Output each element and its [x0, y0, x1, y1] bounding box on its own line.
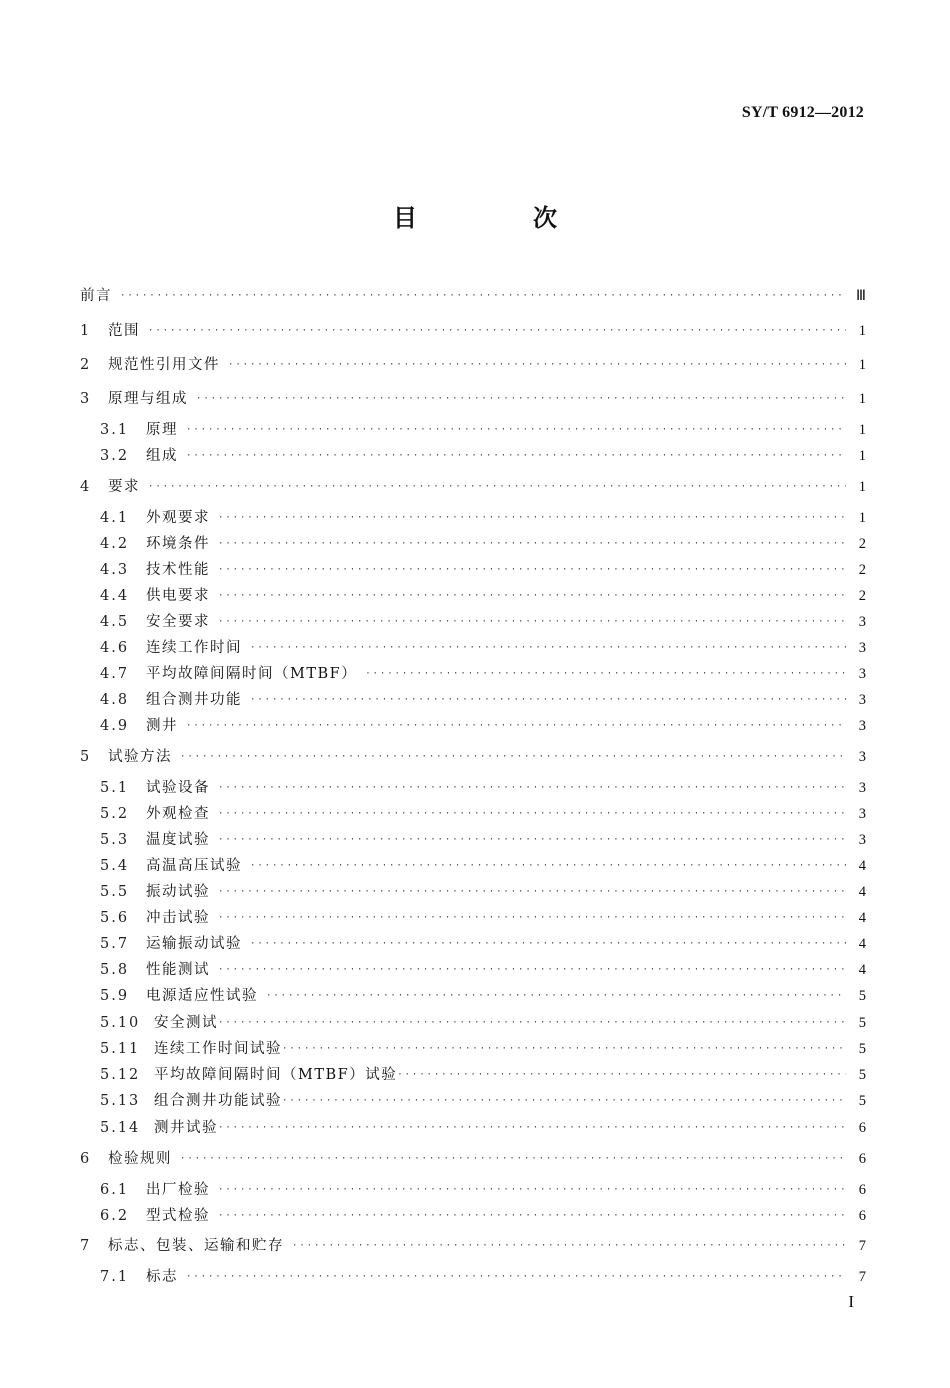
- toc-entry-title: 平均故障间隔时间（MTBF）试验: [154, 1067, 398, 1083]
- leader-dots: [218, 585, 846, 607]
- toc-entry-number: 6.1: [100, 1182, 130, 1198]
- toc-entry-number: 6.2: [100, 1208, 130, 1224]
- leader-dots: [218, 1205, 846, 1227]
- toc-entry[interactable]: [80, 354, 866, 376]
- toc-entry-page: 3: [858, 692, 866, 708]
- toc-entry-number: 1: [80, 323, 92, 339]
- toc-entry-number: 5.2: [100, 806, 130, 822]
- toc-entry-page: 3: [858, 832, 866, 848]
- leader-dots: [180, 1148, 846, 1170]
- toc-entry-title: 性能测试: [146, 962, 210, 978]
- toc-entry-number: 5.3: [100, 832, 130, 848]
- leader-dots: [228, 354, 846, 376]
- toc-entry-title: 温度试验: [146, 832, 210, 848]
- toc-entry-page: 4: [858, 936, 866, 952]
- toc-entry-title: 标志: [146, 1269, 178, 1285]
- toc-entry[interactable]: [100, 585, 866, 607]
- toc-entry[interactable]: [100, 663, 866, 685]
- leader-dots: [282, 1038, 846, 1060]
- leader-dots: [186, 1266, 846, 1288]
- toc-entry-page: 2: [858, 588, 866, 604]
- toc-entry-page: 5: [858, 1093, 866, 1109]
- leader-dots: [218, 1012, 846, 1034]
- toc-entry[interactable]: [100, 611, 866, 633]
- toc-entry-page: 1: [858, 391, 866, 407]
- toc-entry-title: 原理与组成: [108, 391, 188, 407]
- toc-entry-number: 4: [80, 479, 92, 495]
- toc-entry-page: 2: [858, 562, 866, 578]
- leader-dots: [250, 933, 846, 955]
- toc-entry-title: 前言: [80, 288, 112, 304]
- leader-dots: [186, 715, 846, 737]
- toc-entry-number: 5.9: [100, 988, 130, 1004]
- toc-entry-number: 5.8: [100, 962, 130, 978]
- leader-dots: [250, 855, 846, 877]
- toc-entry-page: 6: [858, 1151, 866, 1167]
- toc-entry-number: 3.2: [100, 448, 130, 464]
- toc-entry-page: 1: [858, 510, 866, 526]
- toc-entry-page: 3: [858, 666, 866, 682]
- toc-entry-title: 电源适应性试验: [146, 988, 258, 1004]
- standard-number: SY/T 6912—2012: [741, 104, 864, 121]
- toc-entry[interactable]: [80, 1148, 866, 1170]
- toc-entry-number: 5.4: [100, 858, 130, 874]
- toc-entry-number: 5.10: [100, 1015, 141, 1031]
- leader-dots: [218, 507, 846, 529]
- leader-dots: [266, 985, 846, 1007]
- leader-dots: [218, 881, 846, 903]
- leader-dots: [218, 777, 846, 799]
- toc-entry-number: 3.1: [100, 422, 130, 438]
- leader-dots: [292, 1235, 846, 1257]
- toc-entry-number: 4.9: [100, 718, 130, 734]
- toc-entry-title: 连续工作时间: [146, 640, 242, 656]
- toc-entry[interactable]: [100, 533, 866, 555]
- toc-entry[interactable]: [100, 715, 866, 737]
- toc-entry-page: 4: [858, 962, 866, 978]
- toc-entry[interactable]: [100, 1038, 866, 1060]
- toc-entry[interactable]: [100, 881, 866, 903]
- leader-dots: [218, 1179, 846, 1201]
- toc-entry[interactable]: [100, 777, 866, 799]
- toc-entry-title: 组成: [146, 448, 178, 464]
- toc-entry-number: 5.14: [100, 1120, 141, 1136]
- toc-entry-number: 4.3: [100, 562, 130, 578]
- leader-dots: [148, 320, 846, 342]
- toc-entry-title: 规范性引用文件: [108, 357, 220, 373]
- toc-entry-page: Ⅲ: [856, 288, 866, 304]
- toc-entry[interactable]: [100, 907, 866, 929]
- toc-entry-page: 1: [858, 448, 866, 464]
- toc-entry-number: 4.5: [100, 614, 130, 630]
- toc-entry[interactable]: [100, 933, 866, 955]
- toc-entry-number: 2: [80, 357, 92, 373]
- toc-entry-page: 3: [858, 640, 866, 656]
- toc-entry-title: 环境条件: [146, 536, 210, 552]
- toc-entry-title: 测井: [146, 718, 178, 734]
- toc-entry-page: 1: [858, 357, 866, 373]
- toc-entry-title: 冲击试验: [146, 910, 210, 926]
- toc-entry[interactable]: [100, 507, 866, 529]
- toc-entry-page: 3: [858, 780, 866, 796]
- toc-entry-title: 安全要求: [146, 614, 210, 630]
- toc-entry-title: 高温高压试验: [146, 858, 242, 874]
- leader-dots: [218, 1117, 846, 1139]
- toc-entry[interactable]: [100, 829, 866, 851]
- toc-entry[interactable]: [100, 1064, 866, 1086]
- toc-entry[interactable]: [100, 689, 866, 711]
- toc-entry[interactable]: [100, 1266, 866, 1288]
- leader-dots: [180, 746, 846, 768]
- toc-entry-page: 2: [858, 536, 866, 552]
- toc-entry-page: 1: [858, 422, 866, 438]
- leader-dots: [282, 1090, 846, 1112]
- toc-entry-number: 7: [80, 1238, 92, 1254]
- toc-entry-page: 1: [858, 323, 866, 339]
- toc-entry-page: 7: [858, 1269, 866, 1285]
- leader-dots: [365, 663, 846, 685]
- toc-entry[interactable]: [100, 1117, 866, 1139]
- toc-entry-number: 4.4: [100, 588, 130, 604]
- toc-entry-page: 3: [858, 749, 866, 765]
- leader-dots: [218, 559, 846, 581]
- toc-entry[interactable]: [80, 476, 866, 498]
- toc-entry[interactable]: [100, 1090, 866, 1112]
- toc-entry-page: 7: [858, 1238, 866, 1254]
- toc-entry[interactable]: [100, 637, 866, 659]
- toc-entry-title: 要求: [108, 479, 140, 495]
- toc-entry-title: 原理: [146, 422, 178, 438]
- leader-dots: [218, 907, 846, 929]
- toc-entry-number: 4.7: [100, 666, 130, 682]
- toc-entry-title: 振动试验: [146, 884, 210, 900]
- toc-entry-title: 供电要求: [146, 588, 210, 604]
- toc-entry-title: 连续工作时间试验: [154, 1041, 282, 1057]
- toc-entry-page: 1: [858, 479, 866, 495]
- leader-dots: [218, 959, 846, 981]
- toc-entry-number: 4.1: [100, 510, 130, 526]
- toc-entry-page: 3: [858, 806, 866, 822]
- toc-entry-title: 外观检查: [146, 806, 210, 822]
- leader-dots: [218, 803, 846, 825]
- leader-dots: [186, 419, 846, 441]
- leader-dots: [196, 388, 846, 410]
- toc-entry[interactable]: [100, 959, 866, 981]
- toc-entry[interactable]: [80, 388, 866, 410]
- leader-dots: [218, 533, 846, 555]
- toc-entry-number: 5.5: [100, 884, 130, 900]
- toc-entry-page: 5: [858, 1015, 866, 1031]
- toc-entry-title: 技术性能: [146, 562, 210, 578]
- toc-entry-number: 5.6: [100, 910, 130, 926]
- toc-entry[interactable]: [80, 746, 866, 768]
- leader-dots: [250, 689, 846, 711]
- toc-entry-title: 组合测井功能: [146, 692, 242, 708]
- toc-entry-page: 4: [858, 910, 866, 926]
- toc-entry-number: 5.11: [100, 1041, 141, 1057]
- leader-dots: [186, 445, 846, 467]
- toc-entry-page: 6: [858, 1208, 866, 1224]
- toc-entry-title: 组合测井功能试验: [154, 1093, 282, 1109]
- toc-entry-title: 范围: [108, 323, 140, 339]
- leader-dots: [218, 611, 846, 633]
- toc-entry-number: 6: [80, 1151, 92, 1167]
- toc-entry-number: 4.6: [100, 640, 130, 656]
- toc-entry-number: 4.2: [100, 536, 130, 552]
- toc-entry-page: 3: [858, 718, 866, 734]
- toc-entry-title: 出厂检验: [146, 1182, 210, 1198]
- toc-entry-number: 5.1: [100, 780, 130, 796]
- toc-entry[interactable]: [100, 855, 866, 877]
- toc-entry[interactable]: [100, 1179, 866, 1201]
- page-number: I: [848, 1292, 854, 1311]
- toc-entry-title: 标志、包装、运输和贮存: [108, 1238, 284, 1254]
- toc-entry-page: 6: [858, 1120, 866, 1136]
- toc-entry-title: 安全测试: [154, 1015, 218, 1031]
- toc-entry[interactable]: [100, 419, 866, 441]
- toc-entry[interactable]: [100, 445, 866, 467]
- toc-entry-number: 5.13: [100, 1093, 141, 1109]
- toc-entry-page: 5: [858, 1067, 866, 1083]
- toc-entry-page: 5: [858, 1041, 866, 1057]
- toc-entry-title: 外观要求: [146, 510, 210, 526]
- toc-entry[interactable]: [100, 559, 866, 581]
- toc-entry-number: 3: [80, 391, 92, 407]
- leader-dots: [250, 637, 846, 659]
- toc-entry[interactable]: [100, 985, 866, 1007]
- toc-entry-page: 4: [858, 858, 866, 874]
- toc-entry-number: 7.1: [100, 1269, 130, 1285]
- toc-entry-title: 试验方法: [108, 749, 172, 765]
- toc-entry[interactable]: [80, 1235, 866, 1257]
- toc-entry-number: 5.12: [100, 1067, 141, 1083]
- toc-entry-number: 5.7: [100, 936, 130, 952]
- toc-entry-title: 平均故障间隔时间（MTBF）: [146, 666, 358, 682]
- toc-entry-title: 测井试验: [154, 1120, 218, 1136]
- toc-entry-number: 5: [80, 749, 92, 765]
- toc-entry-title: 试验设备: [146, 780, 210, 796]
- leader-dots: [397, 1064, 846, 1086]
- toc-entry-page: 5: [858, 988, 866, 1004]
- leader-dots: [148, 476, 846, 498]
- toc-entry-title: 型式检验: [146, 1208, 210, 1224]
- toc-entry[interactable]: [100, 803, 866, 825]
- toc-entry[interactable]: [80, 285, 866, 307]
- toc-entry-title: 检验规则: [108, 1151, 172, 1167]
- page-title: 目 次: [393, 204, 603, 232]
- toc-entry-title: 运输振动试验: [146, 936, 242, 952]
- toc-entry-page: 3: [858, 614, 866, 630]
- toc-entry[interactable]: [100, 1205, 866, 1227]
- toc-entry-page: 4: [858, 884, 866, 900]
- leader-dots: [120, 285, 846, 307]
- toc-entry[interactable]: [100, 1012, 866, 1034]
- toc-entry[interactable]: [80, 320, 866, 342]
- toc-entry-number: 4.8: [100, 692, 130, 708]
- leader-dots: [218, 829, 846, 851]
- toc-entry-page: 6: [858, 1182, 866, 1198]
